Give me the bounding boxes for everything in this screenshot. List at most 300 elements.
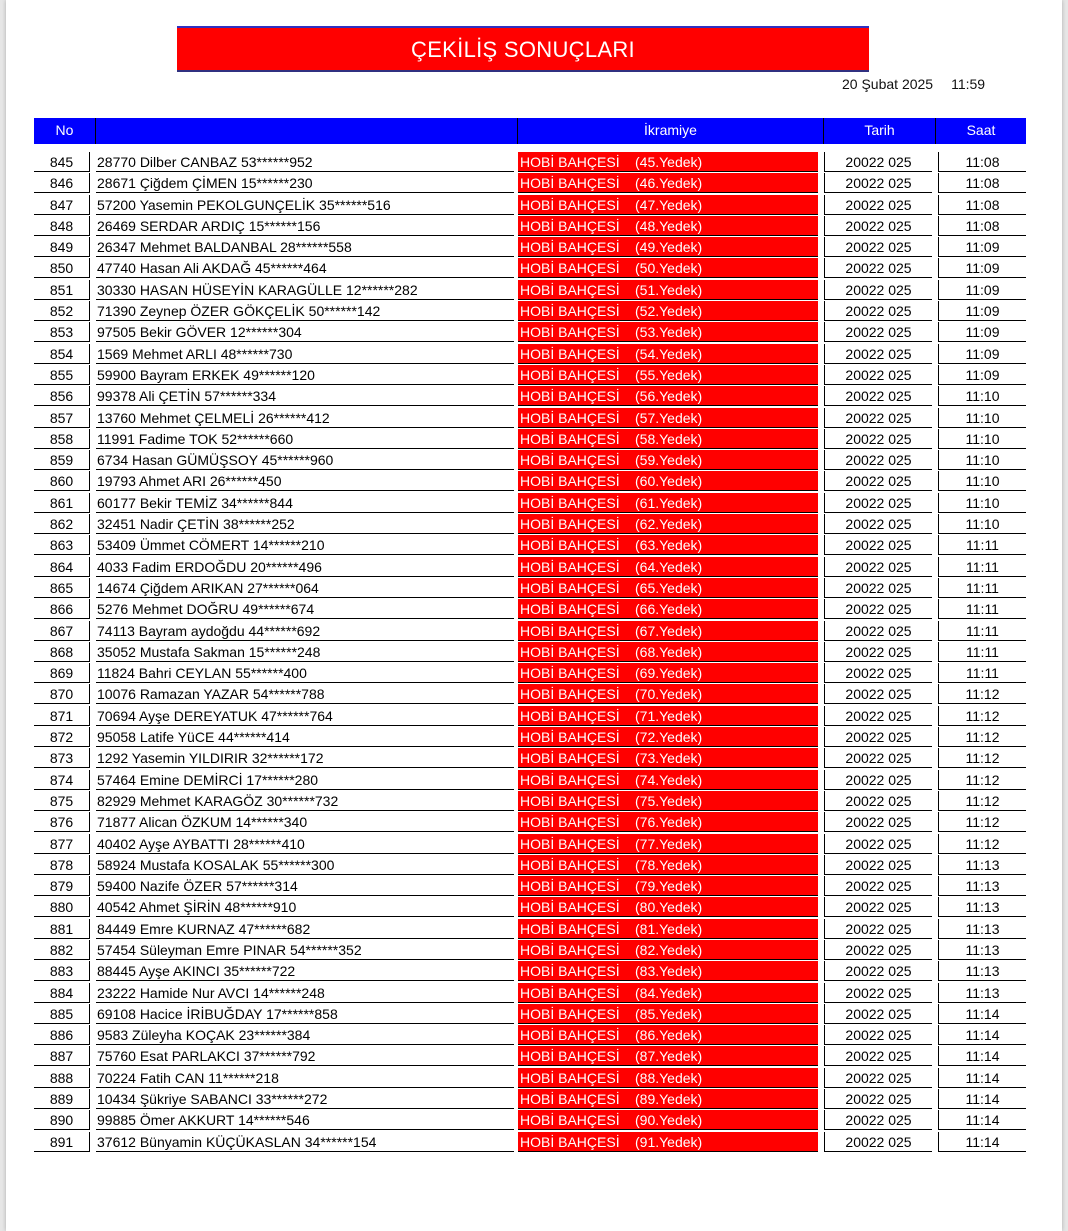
row-prize-name: HOBİ BAHÇESİ xyxy=(520,239,620,256)
row-prize-reserve: (89.Yedek) xyxy=(635,1091,703,1108)
row-date: 20022 025 xyxy=(824,684,932,704)
row-time: 11:13 xyxy=(938,961,1026,981)
table-row xyxy=(34,642,1026,663)
row-prize-name: HOBİ BAHÇESİ xyxy=(520,260,620,277)
row-time: 11:12 xyxy=(938,834,1026,854)
row-participant: 99885 Ömer AKKURT 14******546 xyxy=(96,1110,514,1130)
table-row xyxy=(34,258,1026,279)
row-time: 11:13 xyxy=(938,876,1026,896)
row-prize-name: HOBİ BAHÇESİ xyxy=(520,579,620,596)
row-participant: 13760 Mehmet ÇELMELİ 26******412 xyxy=(96,408,514,428)
row-prize-name: HOBİ BAHÇESİ xyxy=(520,1027,620,1044)
row-time: 11:10 xyxy=(938,471,1026,491)
row-time: 11:10 xyxy=(938,493,1026,513)
row-prize-reserve: (85.Yedek) xyxy=(635,1005,703,1022)
row-prize-reserve: (64.Yedek) xyxy=(635,558,703,575)
row-time: 11:13 xyxy=(938,855,1026,875)
row-participant: 19793 Ahmet ARI 26******450 xyxy=(96,471,514,491)
print-date-value: 20 Şubat 2025 xyxy=(842,76,934,92)
table-row xyxy=(34,1004,1026,1025)
row-number: 853 xyxy=(34,322,90,342)
row-prize-reserve: (63.Yedek) xyxy=(635,537,703,554)
row-prize xyxy=(518,471,818,491)
row-time: 11:12 xyxy=(938,791,1026,811)
row-time: 11:12 xyxy=(938,727,1026,747)
row-number: 887 xyxy=(34,1046,90,1066)
row-prize-reserve: (70.Yedek) xyxy=(635,686,703,703)
header-no: No xyxy=(34,118,96,144)
row-number: 857 xyxy=(34,408,90,428)
table-row xyxy=(34,578,1026,599)
row-time: 11:11 xyxy=(938,663,1026,683)
table-row xyxy=(34,429,1026,450)
table-row xyxy=(34,706,1026,727)
row-participant: 70694 Ayşe DEREYATUK 47******764 xyxy=(96,706,514,726)
table-row xyxy=(34,195,1026,216)
table-row xyxy=(34,621,1026,642)
row-prize-reserve: (51.Yedek) xyxy=(635,281,703,298)
table-row xyxy=(34,940,1026,961)
row-number: 885 xyxy=(34,1004,90,1024)
row-date: 20022 025 xyxy=(824,152,932,172)
row-participant: 10434 Şükriye SABANCI 33******272 xyxy=(96,1089,514,1109)
row-prize xyxy=(518,919,818,939)
row-prize-reserve: (47.Yedek) xyxy=(635,196,703,213)
row-date: 20022 025 xyxy=(824,621,932,641)
row-prize xyxy=(518,897,818,917)
row-time: 11:13 xyxy=(938,897,1026,917)
row-number: 875 xyxy=(34,791,90,811)
row-time: 11:11 xyxy=(938,642,1026,662)
row-time: 11:14 xyxy=(938,1004,1026,1024)
table-row xyxy=(34,748,1026,769)
row-date: 20022 025 xyxy=(824,1089,932,1109)
row-prize xyxy=(518,770,818,790)
table-row xyxy=(34,834,1026,855)
row-date: 20022 025 xyxy=(824,770,932,790)
row-participant: 6734 Hasan GÜMÜŞSOY 45******960 xyxy=(96,450,514,470)
row-prize-name: HOBİ BAHÇESİ xyxy=(520,643,620,660)
row-prize-name: HOBİ BAHÇESİ xyxy=(520,665,620,682)
row-prize-name: HOBİ BAHÇESİ xyxy=(520,1048,620,1065)
row-prize-reserve: (53.Yedek) xyxy=(635,324,703,341)
table-row xyxy=(34,152,1026,173)
row-number: 855 xyxy=(34,365,90,385)
row-participant: 10076 Ramazan YAZAR 54******788 xyxy=(96,684,514,704)
row-participant: 57464 Emine DEMİRCİ 17******280 xyxy=(96,770,514,790)
table-row xyxy=(34,961,1026,982)
row-prize-reserve: (69.Yedek) xyxy=(635,665,703,682)
row-prize-name: HOBİ BAHÇESİ xyxy=(520,707,620,724)
row-time: 11:13 xyxy=(938,940,1026,960)
row-date: 20022 025 xyxy=(824,535,932,555)
row-date: 20022 025 xyxy=(824,642,932,662)
row-date: 20022 025 xyxy=(824,408,932,428)
row-time: 11:09 xyxy=(938,365,1026,385)
table-row xyxy=(34,791,1026,812)
row-prize-reserve: (60.Yedek) xyxy=(635,473,703,490)
row-date: 20022 025 xyxy=(824,429,932,449)
table-row xyxy=(34,1110,1026,1131)
row-time: 11:09 xyxy=(938,344,1026,364)
row-date: 20022 025 xyxy=(824,1068,932,1088)
row-prize xyxy=(518,1025,818,1045)
row-prize-name: HOBİ BAHÇESİ xyxy=(520,984,620,1001)
row-time: 11:13 xyxy=(938,983,1026,1003)
row-date: 20022 025 xyxy=(824,791,932,811)
row-date: 20022 025 xyxy=(824,514,932,534)
row-time: 11:13 xyxy=(938,919,1026,939)
row-prize-reserve: (78.Yedek) xyxy=(635,856,703,873)
row-prize-reserve: (49.Yedek) xyxy=(635,239,703,256)
row-prize xyxy=(518,812,818,832)
page-title: ÇEKİLİŞ SONUÇLARI xyxy=(177,26,869,72)
row-prize xyxy=(518,386,818,406)
row-prize-name: HOBİ BAHÇESİ xyxy=(520,452,620,469)
row-prize-reserve: (71.Yedek) xyxy=(635,707,703,724)
row-prize-name: HOBİ BAHÇESİ xyxy=(520,281,620,298)
row-number: 878 xyxy=(34,855,90,875)
row-date: 20022 025 xyxy=(824,940,932,960)
row-number: 852 xyxy=(34,301,90,321)
row-number: 876 xyxy=(34,812,90,832)
row-number: 851 xyxy=(34,280,90,300)
row-date: 20022 025 xyxy=(824,216,932,236)
table-header xyxy=(34,118,1026,144)
row-prize xyxy=(518,834,818,854)
row-prize-name: HOBİ BAHÇESİ xyxy=(520,430,620,447)
row-time: 11:08 xyxy=(938,152,1026,172)
row-number: 866 xyxy=(34,599,90,619)
row-participant: 9583 Züleyha KOÇAK 23******384 xyxy=(96,1025,514,1045)
row-number: 845 xyxy=(34,152,90,172)
row-date: 20022 025 xyxy=(824,919,932,939)
row-prize-reserve: (76.Yedek) xyxy=(635,814,703,831)
row-prize-name: HOBİ BAHÇESİ xyxy=(520,729,620,746)
row-date: 20022 025 xyxy=(824,876,932,896)
table-row xyxy=(34,557,1026,578)
row-number: 882 xyxy=(34,940,90,960)
row-number: 860 xyxy=(34,471,90,491)
row-date: 20022 025 xyxy=(824,748,932,768)
row-prize-reserve: (77.Yedek) xyxy=(635,835,703,852)
row-time: 11:09 xyxy=(938,280,1026,300)
row-prize-reserve: (79.Yedek) xyxy=(635,878,703,895)
row-participant: 30330 HASAN HÜSEYİN KARAGÜLLE 12******282 xyxy=(96,280,514,300)
row-time: 11:12 xyxy=(938,706,1026,726)
row-date: 20022 025 xyxy=(824,834,932,854)
row-time: 11:08 xyxy=(938,173,1026,193)
row-time: 11:11 xyxy=(938,557,1026,577)
row-prize-reserve: (87.Yedek) xyxy=(635,1048,703,1065)
table-row xyxy=(34,727,1026,748)
table-row xyxy=(34,855,1026,876)
table-row xyxy=(34,365,1026,386)
row-time: 11:09 xyxy=(938,237,1026,257)
row-number: 863 xyxy=(34,535,90,555)
row-participant: 1569 Mehmet ARLI 48******730 xyxy=(96,344,514,364)
row-prize xyxy=(518,535,818,555)
row-prize-name: HOBİ BAHÇESİ xyxy=(520,473,620,490)
row-participant: 71390 Zeynep ÖZER GÖKÇELİK 50******142 xyxy=(96,301,514,321)
row-prize-name: HOBİ BAHÇESİ xyxy=(520,175,620,192)
row-date: 20022 025 xyxy=(824,344,932,364)
row-participant: 84449 Emre KURNAZ 47******682 xyxy=(96,919,514,939)
row-prize xyxy=(518,450,818,470)
row-prize xyxy=(518,408,818,428)
row-number: 890 xyxy=(34,1110,90,1130)
row-prize-name: HOBİ BAHÇESİ xyxy=(520,409,620,426)
row-participant: 82929 Mehmet KARAGÖZ 30******732 xyxy=(96,791,514,811)
row-date: 20022 025 xyxy=(824,706,932,726)
row-date: 20022 025 xyxy=(824,450,932,470)
row-number: 874 xyxy=(34,770,90,790)
row-date: 20022 025 xyxy=(824,365,932,385)
row-number: 889 xyxy=(34,1089,90,1109)
table-row xyxy=(34,1068,1026,1089)
row-prize-reserve: (90.Yedek) xyxy=(635,1112,703,1129)
row-time: 11:11 xyxy=(938,535,1026,555)
row-prize-name: HOBİ BAHÇESİ xyxy=(520,366,620,383)
row-prize-reserve: (59.Yedek) xyxy=(635,452,703,469)
table-row xyxy=(34,237,1026,258)
print-date xyxy=(842,76,1042,92)
row-date: 20022 025 xyxy=(824,258,932,278)
row-prize-name: HOBİ BAHÇESİ xyxy=(520,792,620,809)
row-prize-name: HOBİ BAHÇESİ xyxy=(520,686,620,703)
row-prize xyxy=(518,344,818,364)
row-prize-reserve: (72.Yedek) xyxy=(635,729,703,746)
row-prize xyxy=(518,429,818,449)
row-participant: 40402 Ayşe AYBATTI 28******410 xyxy=(96,834,514,854)
row-participant: 57454 Süleyman Emre PINAR 54******352 xyxy=(96,940,514,960)
row-time: 11:08 xyxy=(938,195,1026,215)
row-prize-name: HOBİ BAHÇESİ xyxy=(520,1133,620,1150)
row-number: 846 xyxy=(34,173,90,193)
row-time: 11:09 xyxy=(938,301,1026,321)
row-prize-name: HOBİ BAHÇESİ xyxy=(520,303,620,320)
row-prize-reserve: (52.Yedek) xyxy=(635,303,703,320)
row-participant: 60177 Bekir TEMİZ 34******844 xyxy=(96,493,514,513)
row-participant: 4033 Fadim ERDOĞDU 20******496 xyxy=(96,557,514,577)
row-date: 20022 025 xyxy=(824,557,932,577)
row-date: 20022 025 xyxy=(824,578,932,598)
row-participant: 5276 Mehmet DOĞRU 49******674 xyxy=(96,599,514,619)
row-time: 11:10 xyxy=(938,429,1026,449)
row-time: 11:14 xyxy=(938,1132,1026,1152)
row-prize xyxy=(518,748,818,768)
row-prize-reserve: (80.Yedek) xyxy=(635,899,703,916)
table-row xyxy=(34,173,1026,194)
row-number: 869 xyxy=(34,663,90,683)
row-prize xyxy=(518,152,818,172)
row-number: 867 xyxy=(34,621,90,641)
row-prize-reserve: (55.Yedek) xyxy=(635,366,703,383)
row-prize-reserve: (88.Yedek) xyxy=(635,1069,703,1086)
row-number: 891 xyxy=(34,1132,90,1152)
row-date: 20022 025 xyxy=(824,280,932,300)
row-prize-reserve: (81.Yedek) xyxy=(635,920,703,937)
row-prize xyxy=(518,940,818,960)
row-prize-name: HOBİ BAHÇESİ xyxy=(520,1005,620,1022)
row-date: 20022 025 xyxy=(824,493,932,513)
row-prize-name: HOBİ BAHÇESİ xyxy=(520,196,620,213)
table-row xyxy=(34,216,1026,237)
table-row xyxy=(34,1089,1026,1110)
row-time: 11:11 xyxy=(938,599,1026,619)
row-date: 20022 025 xyxy=(824,386,932,406)
row-number: 862 xyxy=(34,514,90,534)
row-date: 20022 025 xyxy=(824,897,932,917)
row-number: 849 xyxy=(34,237,90,257)
row-prize xyxy=(518,876,818,896)
row-date: 20022 025 xyxy=(824,1025,932,1045)
row-number: 868 xyxy=(34,642,90,662)
row-prize-name: HOBİ BAHÇESİ xyxy=(520,622,620,639)
row-number: 877 xyxy=(34,834,90,854)
row-participant: 71877 Alican ÖZKUM 14******340 xyxy=(96,812,514,832)
row-participant: 40542 Ahmet ŞİRİN 48******910 xyxy=(96,897,514,917)
row-prize-name: HOBİ BAHÇESİ xyxy=(520,558,620,575)
row-prize-name: HOBİ BAHÇESİ xyxy=(520,154,620,170)
row-number: 884 xyxy=(34,983,90,1003)
row-prize-reserve: (58.Yedek) xyxy=(635,430,703,447)
row-time: 11:12 xyxy=(938,748,1026,768)
row-prize xyxy=(518,1068,818,1088)
row-prize-reserve: (74.Yedek) xyxy=(635,771,703,788)
results-table xyxy=(34,152,1026,1153)
table-row xyxy=(34,408,1026,429)
row-participant: 69108 Hacice İRİBUĞDAY 17******858 xyxy=(96,1004,514,1024)
row-number: 864 xyxy=(34,557,90,577)
row-time: 11:11 xyxy=(938,578,1026,598)
row-prize xyxy=(518,216,818,236)
table-row xyxy=(34,1046,1026,1067)
row-participant: 74113 Bayram aydoğdu 44******692 xyxy=(96,621,514,641)
row-number: 886 xyxy=(34,1025,90,1045)
row-prize-name: HOBİ BAHÇESİ xyxy=(520,1112,620,1129)
row-number: 861 xyxy=(34,493,90,513)
row-prize-name: HOBİ BAHÇESİ xyxy=(520,920,620,937)
row-number: 865 xyxy=(34,578,90,598)
row-participant: 37612 Bünyamin KÜÇÜKASLAN 34******154 xyxy=(96,1132,514,1152)
row-date: 20022 025 xyxy=(824,1046,932,1066)
row-date: 20022 025 xyxy=(824,855,932,875)
row-prize-name: HOBİ BAHÇESİ xyxy=(520,494,620,511)
row-date: 20022 025 xyxy=(824,322,932,342)
row-prize xyxy=(518,727,818,747)
row-prize-reserve: (66.Yedek) xyxy=(635,601,703,618)
row-participant: 11991 Fadime TOK 52******660 xyxy=(96,429,514,449)
row-prize xyxy=(518,237,818,257)
print-time-value: 11:59 xyxy=(951,76,986,92)
table-row xyxy=(34,1025,1026,1046)
row-participant: 59400 Nazife ÖZER 57******314 xyxy=(96,876,514,896)
document-page xyxy=(6,0,1062,1231)
row-number: 888 xyxy=(34,1068,90,1088)
row-date: 20022 025 xyxy=(824,663,932,683)
row-prize xyxy=(518,493,818,513)
table-row xyxy=(34,663,1026,684)
row-prize-reserve: (46.Yedek) xyxy=(635,175,703,192)
table-row xyxy=(34,1132,1026,1153)
row-time: 11:12 xyxy=(938,684,1026,704)
row-time: 11:10 xyxy=(938,408,1026,428)
header-name xyxy=(96,118,518,144)
row-prize-name: HOBİ BAHÇESİ xyxy=(520,878,620,895)
row-number: 873 xyxy=(34,748,90,768)
row-participant: 53409 Ümmet CÖMERT 14******210 xyxy=(96,535,514,555)
row-prize-name: HOBİ BAHÇESİ xyxy=(520,601,620,618)
row-prize-name: HOBİ BAHÇESİ xyxy=(520,345,620,362)
row-number: 858 xyxy=(34,429,90,449)
table-row xyxy=(34,684,1026,705)
table-row xyxy=(34,301,1026,322)
row-prize-name: HOBİ BAHÇESİ xyxy=(520,835,620,852)
row-prize-name: HOBİ BAHÇESİ xyxy=(520,750,620,767)
row-prize-reserve: (54.Yedek) xyxy=(635,345,703,362)
row-prize xyxy=(518,557,818,577)
row-number: 850 xyxy=(34,258,90,278)
row-participant: 28770 Dilber CANBAZ 53******952 xyxy=(96,152,514,172)
table-row xyxy=(34,919,1026,940)
row-prize-name: HOBİ BAHÇESİ xyxy=(520,324,620,341)
row-time: 11:12 xyxy=(938,812,1026,832)
row-participant: 59900 Bayram ERKEK 49******120 xyxy=(96,365,514,385)
row-number: 881 xyxy=(34,919,90,939)
header-time: Saat xyxy=(966,122,996,138)
row-prize xyxy=(518,961,818,981)
row-number: 859 xyxy=(34,450,90,470)
row-date: 20022 025 xyxy=(824,1004,932,1024)
row-participant: 14674 Çiğdem ARIKAN 27******064 xyxy=(96,578,514,598)
row-participant: 1292 Yasemin YILDIRIR 32******172 xyxy=(96,748,514,768)
row-prize-name: HOBİ BAHÇESİ xyxy=(520,941,620,958)
row-number: 848 xyxy=(34,216,90,236)
table-row xyxy=(34,535,1026,556)
row-prize-name: HOBİ BAHÇESİ xyxy=(520,899,620,916)
row-participant: 57200 Yasemin PEKOLGUNÇELİK 35******516 xyxy=(96,195,514,215)
row-prize xyxy=(518,1046,818,1066)
row-participant: 70224 Fatih CAN 11******218 xyxy=(96,1068,514,1088)
row-prize xyxy=(518,1132,818,1152)
row-participant: 99378 Ali ÇETİN 57******334 xyxy=(96,386,514,406)
row-prize xyxy=(518,706,818,726)
row-prize xyxy=(518,983,818,1003)
row-number: 883 xyxy=(34,961,90,981)
header-prize: İkramiye xyxy=(518,118,824,144)
row-number: 847 xyxy=(34,195,90,215)
row-time: 11:14 xyxy=(938,1110,1026,1130)
row-date: 20022 025 xyxy=(824,727,932,747)
row-date: 20022 025 xyxy=(824,983,932,1003)
row-time: 11:12 xyxy=(938,770,1026,790)
row-prize xyxy=(518,855,818,875)
row-prize-reserve: (91.Yedek) xyxy=(635,1133,703,1150)
table-row xyxy=(34,322,1026,343)
row-date: 20022 025 xyxy=(824,471,932,491)
row-prize-name: HOBİ BAHÇESİ xyxy=(520,1069,620,1086)
row-prize xyxy=(518,514,818,534)
row-prize xyxy=(518,599,818,619)
row-participant: 26469 SERDAR ARDIÇ 15******156 xyxy=(96,216,514,236)
row-participant: 75760 Esat PARLAKCI 37******792 xyxy=(96,1046,514,1066)
row-participant: 88445 Ayşe AKINCI 35******722 xyxy=(96,961,514,981)
row-time: 11:09 xyxy=(938,322,1026,342)
row-prize xyxy=(518,322,818,342)
row-participant: 26347 Mehmet BALDANBAL 28******558 xyxy=(96,237,514,257)
row-participant: 35052 Mustafa Sakman 15******248 xyxy=(96,642,514,662)
